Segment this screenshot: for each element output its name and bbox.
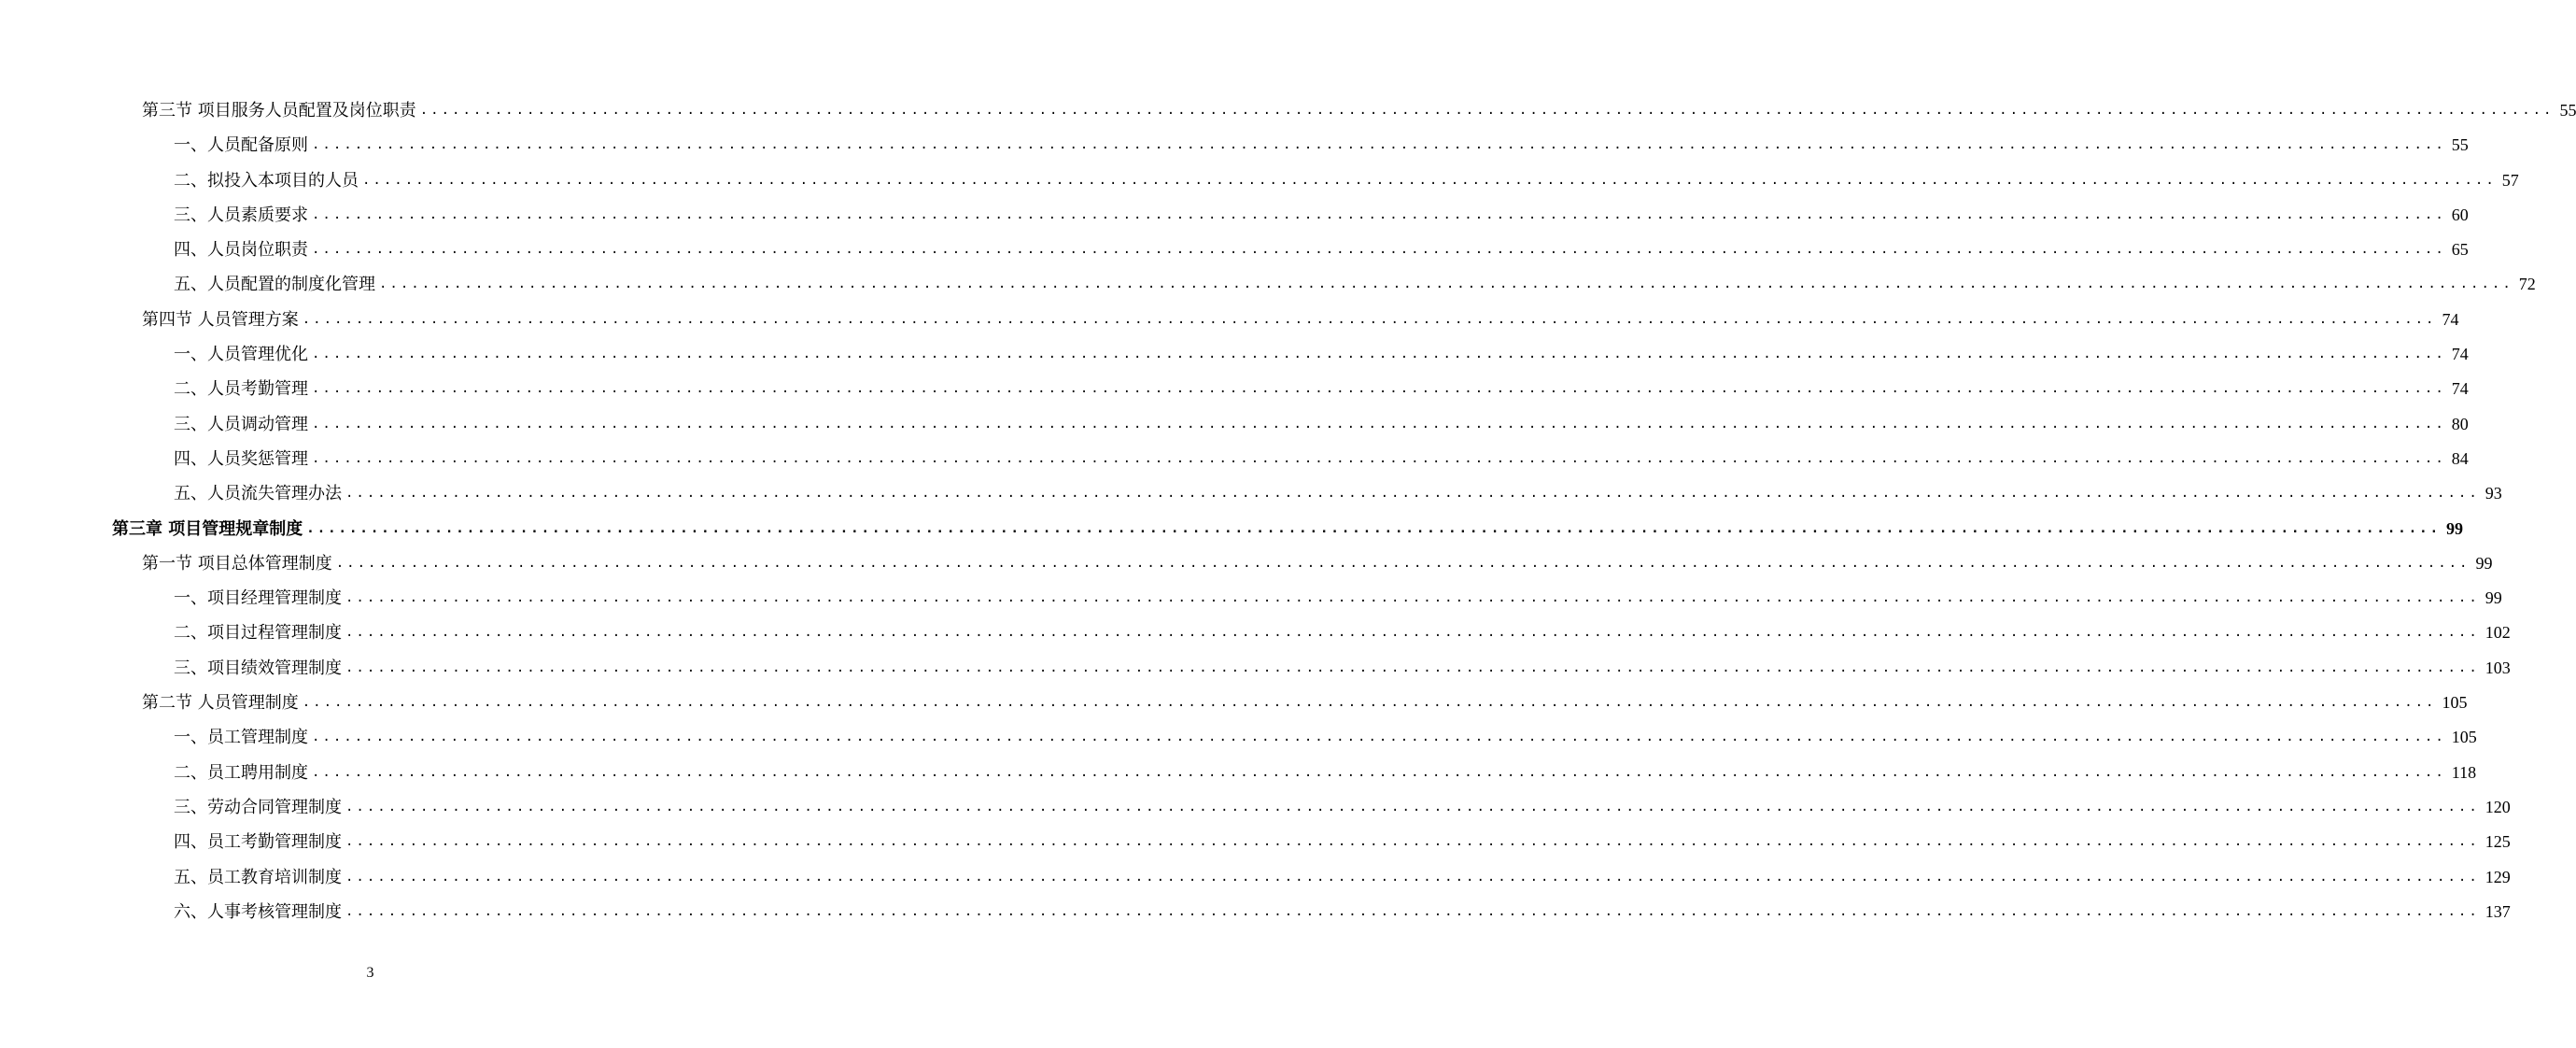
toc-entry-label: 四、人员奖惩管理 — [174, 448, 308, 469]
toc-entry-label: 一、人员管理优化 — [174, 345, 308, 365]
toc-dot-leader: ........................................................................................................................................................................................................ — [312, 347, 2446, 362]
toc-entry-page: 55 — [2451, 135, 2469, 155]
toc-dot-leader: ........................................................................................................................................................................................................ — [345, 903, 2480, 919]
toc-entry-label: 三、劳动合同管理制度 — [174, 797, 342, 817]
toc-subsection-entry[interactable] — [0, 198, 2469, 233]
toc-chapter-entry[interactable] — [0, 512, 2464, 546]
toc-subsection-entry[interactable] — [0, 790, 2511, 825]
toc-entry-page: 99 — [2485, 588, 2502, 608]
toc-entry-page: 74 — [2451, 379, 2469, 399]
toc-entry-label: 五、人员配置的制度化管理 — [174, 275, 375, 295]
toc-entry-label: 三、人员素质要求 — [174, 205, 308, 225]
toc-entry-page: 118 — [2451, 762, 2477, 782]
toc-entry-label: 一、员工管理制度 — [174, 728, 308, 748]
toc-entry-page: 80 — [2451, 414, 2469, 433]
toc-subsection-entry[interactable] — [0, 860, 2511, 895]
toc-dot-leader: ........................................................................................................................................................................................................ — [379, 276, 2513, 292]
toc-entry-page: 93 — [2485, 484, 2502, 503]
toc-subsection-entry[interactable] — [0, 267, 2536, 302]
toc-subsection-entry[interactable] — [0, 128, 2469, 163]
toc-entry-page: 102 — [2485, 623, 2511, 643]
toc-dot-leader: ........................................................................................................................................................................................................ — [312, 450, 2446, 466]
toc-entry-page: 125 — [2485, 832, 2511, 852]
toc-entry-page: 105 — [2442, 693, 2468, 713]
toc-entry-label: 四、员工考勤管理制度 — [174, 832, 342, 853]
toc-dot-leader: ........................................................................................................................................................................................................ — [312, 764, 2446, 780]
toc-entry-page: 74 — [2442, 309, 2459, 329]
toc-entry-label: 一、人员配备原则 — [174, 135, 308, 156]
toc-subsection-entry[interactable] — [0, 581, 2502, 616]
toc-entry-label: 三、人员调动管理 — [174, 414, 308, 434]
toc-dot-leader: ........................................................................................................................................................................................................ — [345, 799, 2480, 814]
toc-dot-leader: ........................................................................................................................................................................................................ — [362, 172, 2497, 188]
toc-entry-page: 137 — [2485, 901, 2511, 921]
toc-entry-label: 三、项目绩效管理制度 — [174, 658, 342, 678]
table-of-contents — [0, 93, 2576, 929]
toc-subsection-entry[interactable] — [0, 825, 2511, 859]
toc-dot-leader: ........................................................................................................................................................................................................ — [306, 520, 2442, 536]
toc-entry-page: 65 — [2451, 240, 2469, 260]
toc-dot-leader: ........................................................................................................................................................................................................ — [312, 206, 2446, 222]
toc-dot-leader: ........................................................................................................................................................................................................ — [335, 555, 2470, 571]
toc-subsection-entry[interactable] — [0, 407, 2469, 442]
toc-subsection-entry[interactable] — [0, 720, 2477, 755]
toc-section-entry[interactable] — [0, 303, 2459, 337]
toc-entry-label: 第二节 人员管理制度 — [142, 693, 299, 714]
toc-entry-page: 99 — [2475, 553, 2493, 573]
toc-entry-page: 55 — [2559, 101, 2576, 120]
toc-subsection-entry[interactable] — [0, 337, 2469, 372]
toc-entry-page: 84 — [2451, 448, 2469, 468]
toc-dot-leader: ........................................................................................................................................................................................................ — [345, 486, 2480, 502]
toc-dot-leader: ........................................................................................................................................................................................................ — [312, 137, 2446, 153]
toc-dot-leader: ........................................................................................................................................................................................................ — [345, 869, 2480, 885]
toc-entry-page: 57 — [2501, 170, 2519, 190]
toc-dot-leader: ........................................................................................................................................................................................................ — [419, 103, 2555, 118]
toc-subsection-entry[interactable] — [0, 895, 2511, 929]
toc-entry-page: 60 — [2451, 205, 2469, 224]
page-number: 3 — [366, 965, 374, 981]
toc-entry-label: 五、员工教育培训制度 — [174, 867, 342, 887]
toc-subsection-entry[interactable] — [0, 372, 2469, 406]
toc-dot-leader: ........................................................................................................................................................................................................ — [345, 659, 2480, 675]
toc-entry-page: 129 — [2485, 867, 2511, 886]
toc-entry-label: 二、拟投入本项目的人员 — [174, 170, 359, 191]
toc-dot-leader: ........................................................................................................................................................................................................ — [345, 625, 2480, 641]
toc-entry-label: 一、项目经理管理制度 — [174, 588, 342, 609]
toc-entry-label: 五、人员流失管理办法 — [174, 484, 342, 504]
toc-dot-leader: ........................................................................................................................................................................................................ — [345, 590, 2480, 606]
toc-dot-leader: ........................................................................................................................................................................................................ — [302, 695, 2437, 711]
toc-subsection-entry[interactable] — [0, 442, 2469, 476]
toc-entry-page: 74 — [2451, 345, 2469, 364]
toc-entry-page: 99 — [2446, 518, 2464, 538]
toc-subsection-entry[interactable] — [0, 163, 2519, 198]
toc-subsection-entry[interactable] — [0, 756, 2477, 790]
toc-dot-leader: ........................................................................................................................................................................................................ — [345, 834, 2480, 850]
toc-subsection-entry[interactable] — [0, 616, 2511, 650]
toc-section-entry[interactable] — [0, 686, 2468, 720]
toc-dot-leader: ........................................................................................................................................................................................................ — [312, 242, 2446, 258]
toc-entry-label: 二、员工聘用制度 — [174, 762, 308, 783]
toc-entry-page: 72 — [2518, 275, 2536, 294]
toc-entry-page: 103 — [2485, 658, 2511, 677]
toc-entry-label: 第一节 项目总体管理制度 — [142, 553, 332, 574]
toc-dot-leader: ........................................................................................................................................................................................................ — [312, 416, 2446, 432]
toc-entry-label: 二、项目过程管理制度 — [174, 623, 342, 644]
toc-dot-leader: ........................................................................................................................................................................................................ — [312, 381, 2446, 397]
toc-dot-leader: ........................................................................................................................................................................................................ — [312, 729, 2446, 745]
toc-subsection-entry[interactable] — [0, 651, 2511, 686]
toc-section-entry[interactable] — [0, 546, 2493, 581]
toc-entry-label: 二、人员考勤管理 — [174, 379, 308, 400]
toc-subsection-entry[interactable] — [0, 233, 2469, 267]
toc-entry-label: 第四节 人员管理方案 — [142, 309, 299, 330]
toc-dot-leader: ........................................................................................................................................................................................................ — [302, 311, 2437, 327]
toc-subsection-entry[interactable] — [0, 476, 2502, 511]
toc-entry-page: 120 — [2485, 797, 2511, 816]
toc-entry-page: 105 — [2451, 728, 2477, 747]
toc-section-entry[interactable] — [0, 93, 2576, 128]
toc-entry-label: 第三章 项目管理规章制度 — [112, 518, 303, 539]
toc-entry-label: 第三节 项目服务人员配置及岗位职责 — [142, 101, 416, 120]
toc-entry-label: 四、人员岗位职责 — [174, 240, 308, 261]
toc-entry-label: 六、人事考核管理制度 — [174, 901, 342, 922]
